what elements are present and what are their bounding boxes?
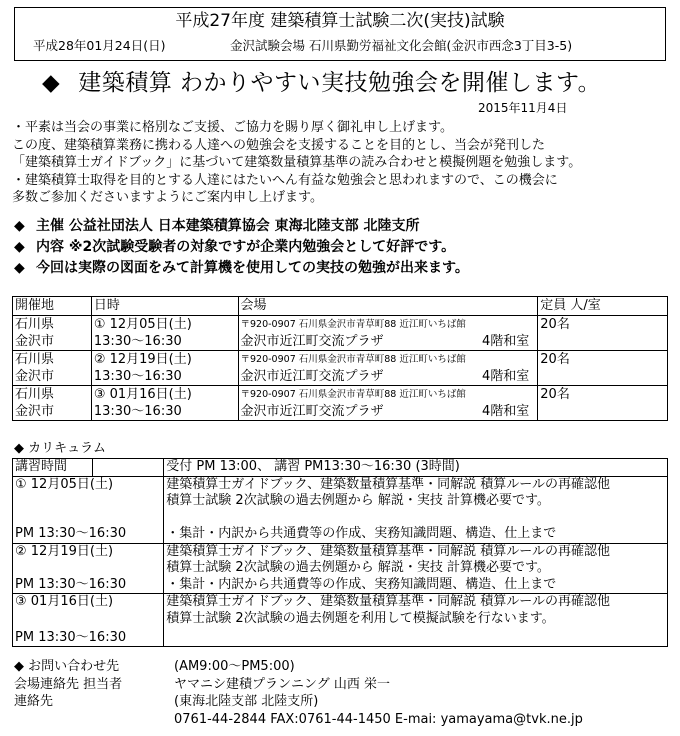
schedule-table — [12, 296, 668, 421]
room: 4階和室 — [482, 404, 530, 419]
intro-line: 多数ご参加くださいますようにご案内申し上げます。 — [12, 190, 323, 205]
curriculum-label: ◆ カリキュラム — [14, 441, 106, 456]
event-info-item — [14, 237, 469, 258]
capacity-cell: 20名 — [538, 386, 668, 421]
time: 13:30～16:30 — [93, 369, 182, 384]
content-line: 積算士試験 2次試験の過去例題から 解説・実技 計算機必要です。 — [166, 493, 550, 508]
session-time-cell — [13, 594, 164, 647]
header-reception: 受付 PM 13:00、 講習 PM13:30～16:30 (3時間) — [164, 459, 668, 477]
venue-cell — [238, 351, 538, 386]
intro-line: ・建築積算士取得を目的とする人達にはたいへん有益な勉強会と思われますので、この機会に — [12, 172, 558, 188]
date: ① 12月05日(土) — [93, 317, 192, 332]
address: 〒920-0907 石川県金沢市青草町88 近江町いちば館 — [240, 319, 466, 330]
session-time-cell — [13, 543, 164, 594]
room: 4階和室 — [482, 369, 530, 384]
content-line: ・集計・内訳から共通費等の作成、実務知識問題、構造、仕上まで — [166, 525, 557, 541]
header-datetime: 日時 — [91, 297, 238, 316]
intro-text — [12, 119, 672, 207]
table-row — [13, 386, 668, 421]
diamond-icon: ◆ — [14, 260, 25, 276]
contact-section — [14, 658, 583, 728]
session-time: PM 13:30～16:30 — [15, 576, 127, 592]
session-date: ② 12月19日(土) — [15, 543, 114, 559]
diamond-icon: ◆ — [14, 218, 25, 234]
header-venue: 会場 — [238, 297, 538, 316]
city: 金沢市 — [15, 369, 55, 384]
datetime-cell — [91, 386, 238, 421]
session-content-cell — [164, 476, 668, 543]
session-content-cell — [164, 543, 668, 594]
content-line: 建築積算士ガイドブック、建築数量積算基準・同解説 積算ルールの再確認他 — [166, 594, 610, 609]
header-box — [14, 7, 666, 61]
address: 〒920-0907 石川県金沢市青草町88 近江町いちば館 — [240, 389, 466, 400]
table-header-row — [13, 297, 668, 316]
content-line: 建築積算士ガイドブック、建築数量積算基準・同解説 積算ルールの再確認他 — [166, 543, 610, 559]
session-time: PM 13:30～16:30 — [15, 629, 127, 645]
table-header-row — [13, 459, 668, 477]
content-line: ・集計・内訳から共通費等の作成、実務知識問題、構造、仕上まで — [166, 576, 557, 592]
content-line: 建築積算士ガイドブック、建築数量積算基準・同解説 積算ルールの再確認他 — [166, 476, 610, 492]
exam-venue: 金沢試験会場 石川県勤労福祉文化会館(金沢市西念3丁目3-5) — [230, 38, 573, 53]
session-date: ① 12月05日(土) — [15, 476, 114, 492]
diamond-icon: ◆ — [14, 239, 25, 255]
intro-line: この度、建築積算業務に携わる人達への勉強会を支援することを目的とし、当会が発刊した — [12, 137, 546, 153]
pref: 石川県 — [15, 317, 55, 332]
table-row — [13, 594, 668, 647]
event-info-list — [14, 216, 469, 279]
place-cell — [13, 316, 92, 351]
content-line: 積算士試験 2次試験の過去例題から 解説・実技 計算機必要です。 — [166, 560, 550, 575]
hall: 金沢市近江町交流プラザ — [240, 369, 384, 384]
practice-text: 今回は実際の図面をみて計算機を使用しての実技の勉強が出来ます。 — [36, 260, 469, 276]
contact-row — [14, 658, 295, 676]
content-text: 内容 ※2次試験受験者の対象ですが企業内勉強会として好評です。 — [36, 239, 456, 255]
header-capacity: 定員 人/室 — [538, 297, 668, 316]
venue-cell — [238, 316, 538, 351]
intro-line: 「建築積算士ガイドブック」に基づいて建築数量積算基準の読み合わせと模擬例題を勉強します。 — [12, 155, 582, 170]
time: 13:30～16:30 — [93, 334, 182, 349]
contact-row — [14, 693, 319, 711]
place-cell — [13, 351, 92, 386]
session-time: PM 13:30～16:30 — [15, 526, 127, 541]
date: ② 12月19日(土) — [93, 352, 192, 367]
place-cell — [13, 386, 92, 421]
contact-label: ◆ お問い合わせ先 — [14, 659, 120, 674]
pref: 石川県 — [15, 352, 55, 367]
address: 〒920-0907 石川県金沢市青草町88 近江町いちば館 — [240, 354, 466, 365]
table-row — [13, 543, 668, 594]
datetime-cell — [91, 316, 238, 351]
contact-row — [14, 711, 583, 729]
event-info-item — [14, 258, 469, 279]
header-blank — [92, 459, 164, 477]
exam-date: 平成28年01月24日(日) — [33, 38, 166, 53]
contact-hours: (AM9:00～PM5:00) — [174, 659, 295, 674]
date: ③ 01月16日(土) — [93, 387, 192, 402]
room: 4階和室 — [482, 334, 530, 349]
city: 金沢市 — [15, 404, 55, 419]
city: 金沢市 — [15, 334, 55, 349]
pref: 石川県 — [15, 387, 55, 402]
session-time-cell — [13, 476, 164, 543]
intro-line: ・平素は当会の事業に格別なご支援、ご協力を賜り厚く御礼申し上げます。 — [12, 120, 453, 135]
venue-contact-label: 会場連絡先 担当者 — [14, 676, 123, 692]
organizer-text: 主催 公益社団法人 日本建築積算協会 東海北陸支部 北陸支所 — [36, 218, 420, 234]
exam-title: 平成27年度 建築積算士試験二次(実技)試験 — [175, 11, 505, 31]
hall: 金沢市近江町交流プラザ — [240, 334, 384, 349]
content-line: 積算士試験 2次試験の過去例題を利用して模擬試験を行ないます。 — [166, 610, 555, 626]
venue-contact-value: ヤマニシ建積プランニング 山西 栄一 — [174, 676, 391, 692]
curriculum-table — [12, 458, 668, 647]
datetime-cell — [91, 351, 238, 386]
main-title-text: 建築積算 わかりやすい実技勉強会を開催します。 — [78, 70, 602, 96]
header-session-time: 講習時間 — [13, 459, 93, 477]
table-row — [13, 316, 668, 351]
contact-address-label: 連絡先 — [14, 694, 54, 709]
contact-row — [14, 676, 391, 694]
session-content-cell — [164, 594, 668, 647]
capacity-cell: 20名 — [538, 316, 668, 351]
diamond-icon: ◆ — [42, 70, 61, 96]
hall: 金沢市近江町交流プラザ — [240, 404, 384, 419]
table-row — [13, 351, 668, 386]
table-row — [13, 476, 668, 543]
event-info-item — [14, 216, 469, 237]
contact-address-value: (東海北陸支部 北陸支所) — [174, 694, 319, 709]
document-date: 2015年11月4日 — [478, 101, 568, 115]
venue-cell — [238, 386, 538, 421]
time: 13:30～16:30 — [93, 404, 182, 419]
main-title — [42, 68, 601, 98]
header-place: 開催地 — [13, 297, 92, 316]
capacity-cell: 20名 — [538, 351, 668, 386]
phone-fax-email: 0761-44-2844 FAX:0761-44-1450 E-mai: yamayama@tvk.ne.jp — [174, 711, 583, 727]
session-date: ③ 01月16日(土) — [15, 594, 114, 609]
